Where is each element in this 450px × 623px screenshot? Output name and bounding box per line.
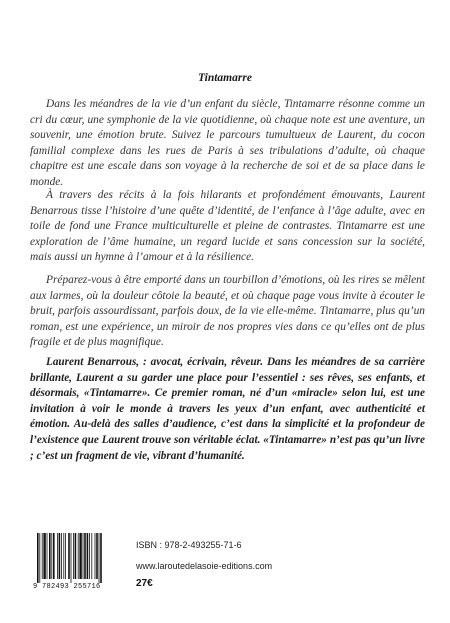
book-title: Tintamarre — [198, 72, 252, 84]
barcode-digits: 9 782493 255716 — [33, 583, 101, 591]
barcode — [33, 533, 125, 595]
isbn-text: ISBN : 978-2-493255-71-6 — [136, 540, 242, 550]
website-text: www.laroutedelasoie-editions.com — [136, 561, 273, 571]
price-text: 27€ — [136, 578, 153, 589]
summary-paragraph-3: Préparez-vous à être emporté dans un tourbillon d’émotions, où les rires se mêlent aux larmes, où la douleur côtoie la beauté, et où chaque page vous invite à écouter le bruit, parfois assourdissant, parfois doux, de la vie elle-même. Tintamarre, plus qu’un roman, est une expérience, un miroir de nos propres vies dans ce qu’elles ont de plus fragile et de plus magnifique. — [30, 274, 425, 349]
author-bio: Laurent Benarrous, : avocat, écrivain, rêveur. Dans les méandres de sa carrière brillante, Laurent a su garder une place pour l’essentiel : ses rêves, ses enfants, et désormais, «Tintamarre». Ce premier roman, né d’un «miracle» selon lui, est une invitation à voir le monde à travers les yeux d’un enfant, avec authenticité et émotion. Au-delà des salles d’audience, c’est dans la simplicité et la profondeur de l’existence que Laurent trouve son véritable éclat. «Tintamarre» n’est pas qu’un livre ; c’est un fragment de vie, vibrant d’humanité. — [30, 356, 425, 462]
summary-paragraph-1: Dans les méandres de la vie d’un enfant du siècle, Tintamarre résonne comme un cri du cœur, une symphonie de la vie quotidienne, où chaque note est une aventure, un souvenir, une émotion brute. Suivez le parcours tumultueux de Laurent, du cocon familial complexe dans les rues de Paris à ses tribulations d’adulte, où chaque chapitre est une escale dans son voyage à la recherche de soi et de sa place dans le monde. — [30, 98, 425, 188]
summary-paragraph-2: À travers des récits à la fois hilarants et profondément émouvants, Laurent Benarrous tisse l’histoire d’une quête d’identité, de l’enfance à l’âge adulte, avec en toile de fond une France multiculturelle et pleine de contrastes. Tintamarre est une exploration de l’âme humaine, un regard lucide et sans concession sur la société, mais aussi un hymne à l’amour et à la résilience. — [30, 189, 425, 264]
barcode-icon — [33, 533, 125, 583]
